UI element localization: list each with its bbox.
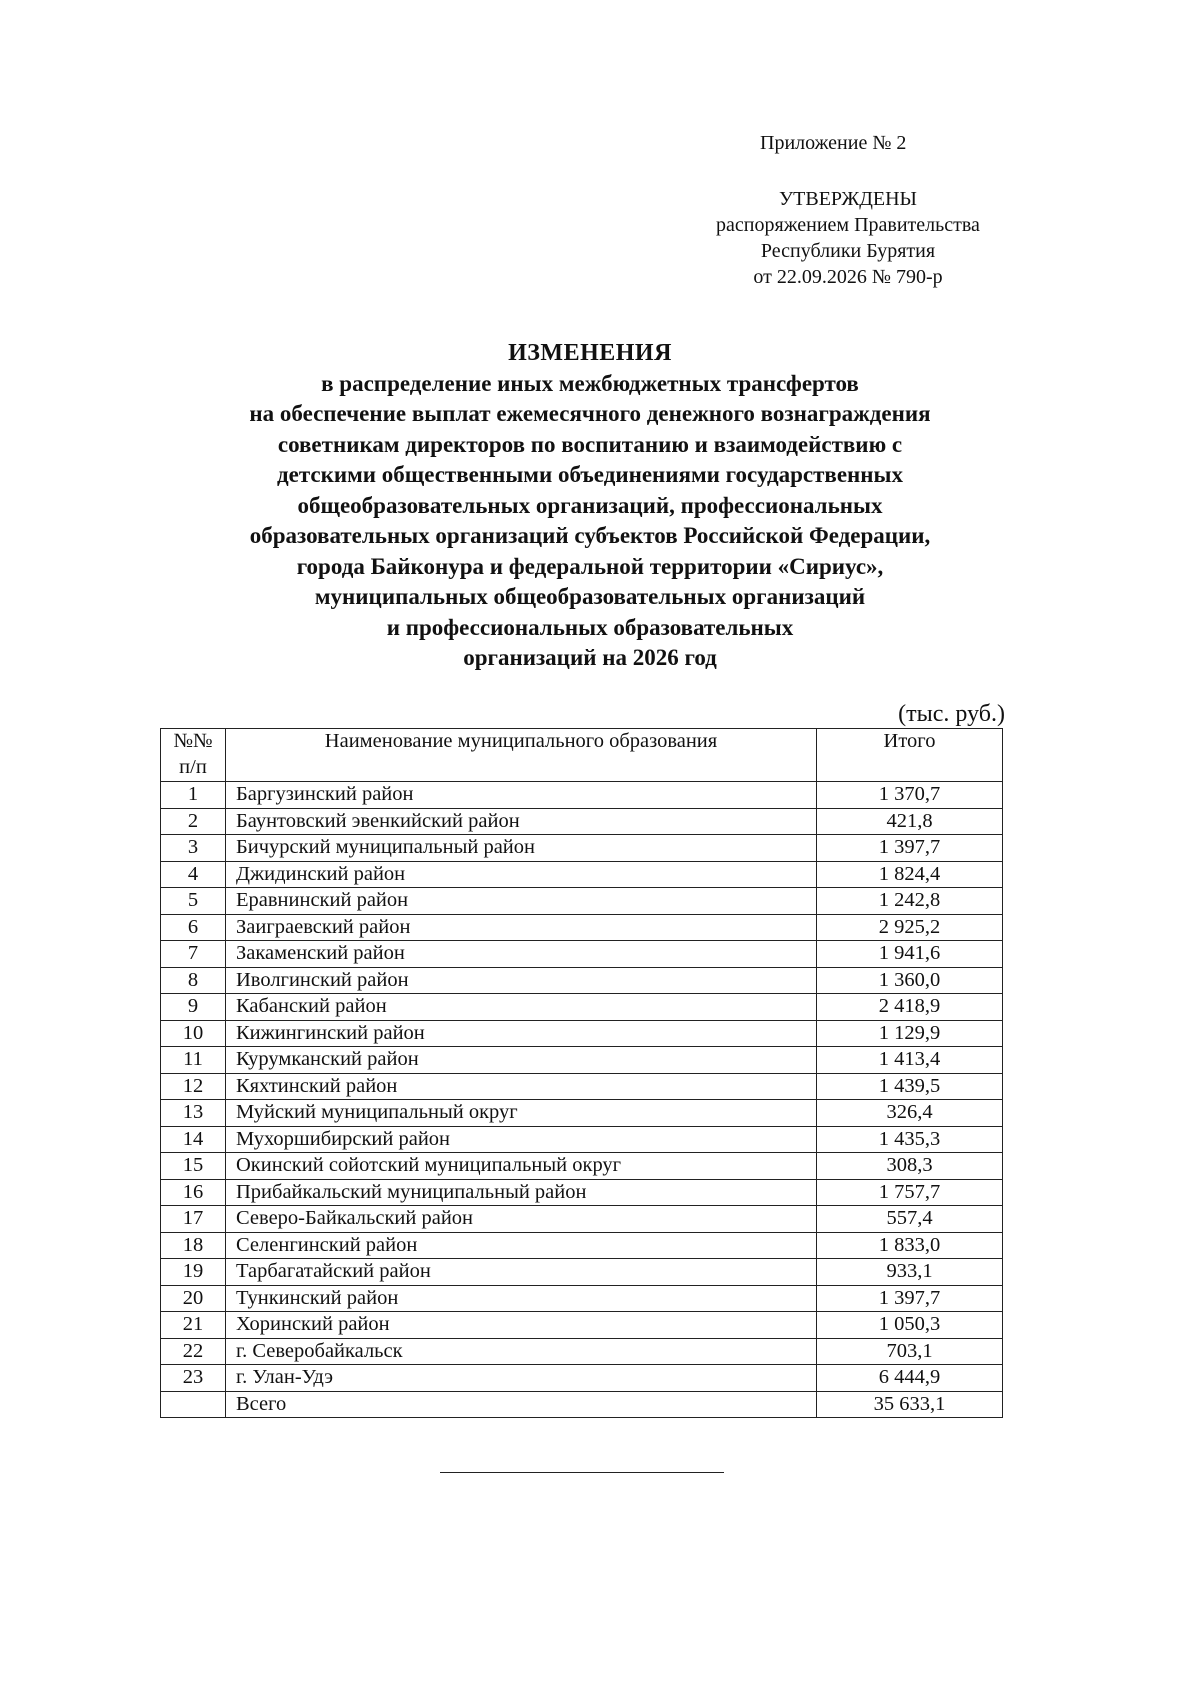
approved-by: распоряжением Правительства <box>716 214 980 236</box>
cell-total: 1 360,0 <box>817 967 1003 994</box>
table-row <box>161 1232 1003 1259</box>
cell-total: 1 757,7 <box>817 1179 1003 1206</box>
title-line: муниципальных общеобразовательных организаций <box>314 584 866 609</box>
cell-name: Кабанский район <box>226 994 817 1021</box>
cell-total: 2 925,2 <box>817 914 1003 941</box>
cell-name: Всего <box>226 1391 817 1418</box>
cell-name: Закаменский район <box>226 941 817 968</box>
cell-name: Селенгинский район <box>226 1232 817 1259</box>
table-row <box>161 782 1003 809</box>
table-row <box>161 941 1003 968</box>
cell-num: 20 <box>161 1285 226 1312</box>
cell-name: Джидинский район <box>226 861 817 888</box>
title-line: в распределение иных межбюджетных трансфертов <box>321 370 859 396</box>
cell-num: 3 <box>161 835 226 862</box>
document-title <box>150 338 1030 674</box>
cell-num: 10 <box>161 1020 226 1047</box>
header-num <box>161 729 226 782</box>
cell-num: 18 <box>161 1232 226 1259</box>
cell-total: 1 435,3 <box>817 1126 1003 1153</box>
cell-num: 11 <box>161 1047 226 1074</box>
appendix-number: Приложение № 2 <box>760 132 907 154</box>
table-row <box>161 1153 1003 1180</box>
cell-total: 933,1 <box>817 1259 1003 1286</box>
cell-total: 1 824,4 <box>817 861 1003 888</box>
table-header-row <box>161 729 1003 782</box>
cell-num: 4 <box>161 861 226 888</box>
table-row <box>161 861 1003 888</box>
table-row <box>161 1073 1003 1100</box>
end-divider <box>440 1472 724 1473</box>
table-row <box>161 1338 1003 1365</box>
cell-name: Иволгинский район <box>226 967 817 994</box>
cell-name: Баунтовский эвенкийский район <box>226 808 817 835</box>
cell-num: 12 <box>161 1073 226 1100</box>
table-row <box>161 1365 1003 1392</box>
cell-name: Тункинский район <box>226 1285 817 1312</box>
cell-total: 703,1 <box>817 1338 1003 1365</box>
table-row <box>161 1020 1003 1047</box>
title-line: образовательных организаций субъектов Российской Федерации, <box>249 523 931 548</box>
cell-num: 1 <box>161 782 226 809</box>
title-line: общеобразовательных организаций, профессиональных <box>297 492 883 518</box>
table-row <box>161 1179 1003 1206</box>
approved-date-number: от 22.09.2026 № 790-р <box>753 266 943 288</box>
header-total: Итого <box>817 729 1003 782</box>
cell-name: Заиграевский район <box>226 914 817 941</box>
table-row <box>161 994 1003 1021</box>
cell-total: 1 941,6 <box>817 941 1003 968</box>
cell-name: Муйский муниципальный округ <box>226 1100 817 1127</box>
approved-republic: Республики Бурятия <box>760 240 936 262</box>
table-row <box>161 1259 1003 1286</box>
units-label: (тыс. руб.) <box>898 701 1005 727</box>
cell-total: 1 397,7 <box>817 835 1003 862</box>
cell-num: 21 <box>161 1312 226 1339</box>
table-row <box>161 1206 1003 1233</box>
cell-total: 1 370,7 <box>817 782 1003 809</box>
cell-name: Кижингинский район <box>226 1020 817 1047</box>
cell-name: Бичурский муниципальный район <box>226 835 817 862</box>
cell-num: 13 <box>161 1100 226 1127</box>
title-main: ИЗМЕНЕНИЯ <box>508 340 672 366</box>
table-row <box>161 835 1003 862</box>
table-row <box>161 1285 1003 1312</box>
approval-stamp <box>688 186 1008 290</box>
title-line: организаций на 2026 год <box>463 645 717 670</box>
cell-num: 14 <box>161 1126 226 1153</box>
cell-total: 1 397,7 <box>817 1285 1003 1312</box>
title-line: на обеспечение выплат ежемесячного денежного вознаграждения <box>249 401 931 426</box>
header-num-line1: №№ <box>173 730 213 752</box>
cell-num: 2 <box>161 808 226 835</box>
cell-total: 1 050,3 <box>817 1312 1003 1339</box>
cell-total: 35 633,1 <box>817 1391 1003 1418</box>
cell-num: 22 <box>161 1338 226 1365</box>
table-row <box>161 1100 1003 1127</box>
cell-name: Курумканский район <box>226 1047 817 1074</box>
cell-num <box>161 1391 226 1418</box>
distribution-table <box>160 728 1003 1418</box>
cell-total: 1 413,4 <box>817 1047 1003 1074</box>
cell-num: 8 <box>161 967 226 994</box>
cell-name: г. Северобайкальск <box>226 1338 817 1365</box>
cell-num: 9 <box>161 994 226 1021</box>
cell-name: Мухоршибирский район <box>226 1126 817 1153</box>
cell-num: 5 <box>161 888 226 915</box>
cell-num: 19 <box>161 1259 226 1286</box>
table-row <box>161 808 1003 835</box>
approved-heading: УТВЕРЖДЕНЫ <box>778 188 918 210</box>
cell-num: 17 <box>161 1206 226 1233</box>
cell-total: 308,3 <box>817 1153 1003 1180</box>
cell-total: 557,4 <box>817 1206 1003 1233</box>
cell-total: 1 242,8 <box>817 888 1003 915</box>
cell-total: 421,8 <box>817 808 1003 835</box>
table-row <box>161 888 1003 915</box>
cell-num: 6 <box>161 914 226 941</box>
cell-total: 1 833,0 <box>817 1232 1003 1259</box>
cell-total: 326,4 <box>817 1100 1003 1127</box>
cell-num: 23 <box>161 1365 226 1392</box>
cell-total: 1 439,5 <box>817 1073 1003 1100</box>
table-row <box>161 967 1003 994</box>
cell-name: г. Улан-Удэ <box>226 1365 817 1392</box>
title-line: и профессиональных образовательных <box>386 614 794 640</box>
cell-total: 6 444,9 <box>817 1365 1003 1392</box>
table-row <box>161 914 1003 941</box>
header-num-line2: п/п <box>179 755 207 778</box>
cell-name: Прибайкальский муниципальный район <box>226 1179 817 1206</box>
table-body <box>161 782 1003 1418</box>
table-row <box>161 1047 1003 1074</box>
cell-name: Северо-Байкальский район <box>226 1206 817 1233</box>
title-line: советникам директоров по воспитанию и взаимодействию с <box>277 431 903 457</box>
header-name: Наименование муниципального образования <box>226 729 817 782</box>
cell-num: 16 <box>161 1179 226 1206</box>
cell-total: 1 129,9 <box>817 1020 1003 1047</box>
table-row <box>161 1126 1003 1153</box>
cell-name: Еравнинский район <box>226 888 817 915</box>
cell-num: 15 <box>161 1153 226 1180</box>
cell-num: 7 <box>161 941 226 968</box>
cell-name: Кяхтинский район <box>226 1073 817 1100</box>
table-total-row <box>161 1391 1003 1418</box>
cell-name: Тарбагатайский район <box>226 1259 817 1286</box>
title-line: детскими общественными объединениями государственных <box>276 462 904 487</box>
cell-total: 2 418,9 <box>817 994 1003 1021</box>
table-row <box>161 1312 1003 1339</box>
cell-name: Хоринский район <box>226 1312 817 1339</box>
title-line: города Байконура и федеральной территории «Сириус», <box>296 553 884 579</box>
cell-name: Баргузинский район <box>226 782 817 809</box>
cell-name: Окинский сойотский муниципальный округ <box>226 1153 817 1180</box>
